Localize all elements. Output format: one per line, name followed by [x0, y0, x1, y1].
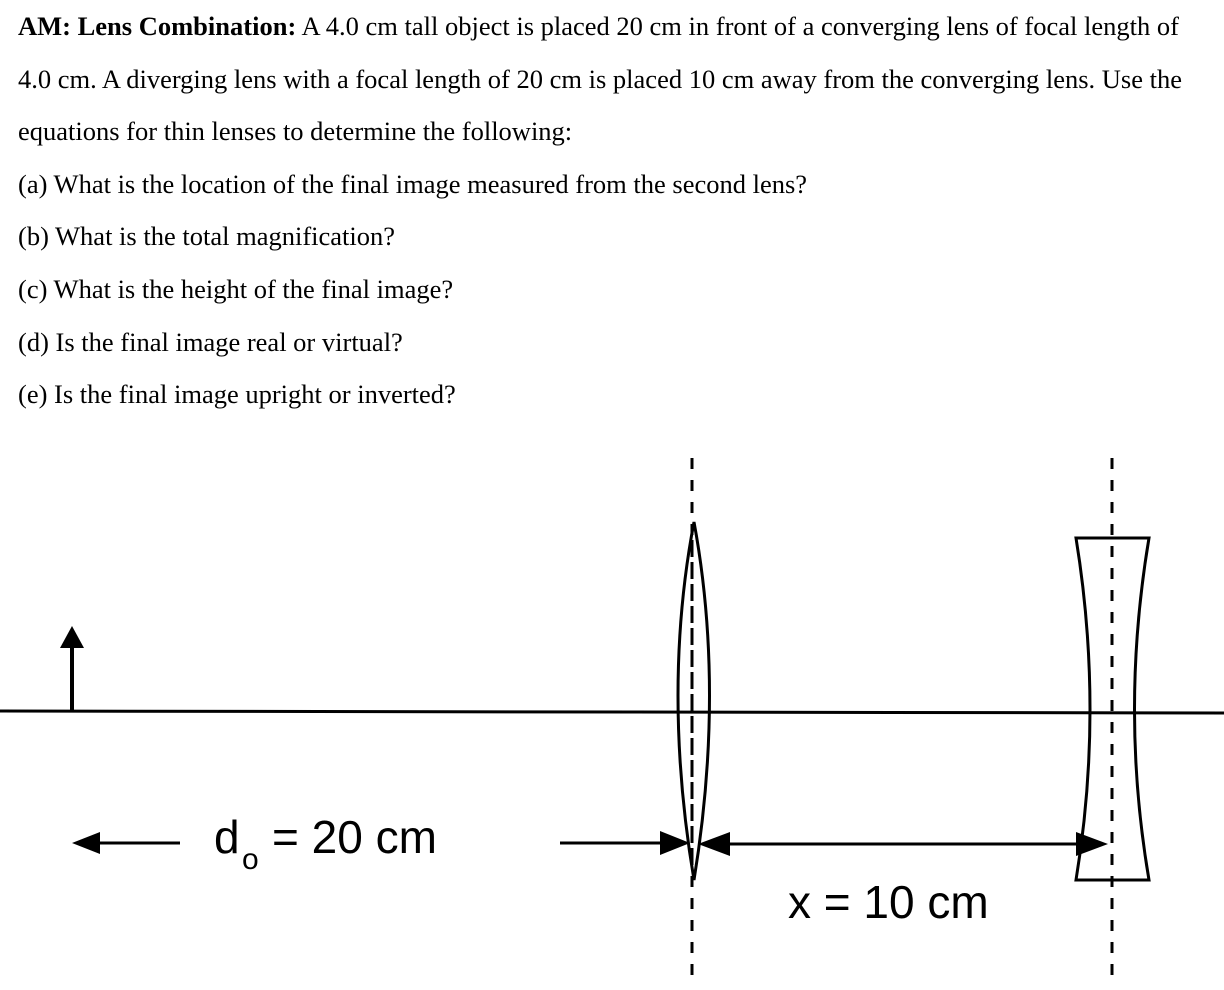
- question-d: (d) Is the final image real or virtual?: [18, 326, 403, 357]
- object-distance-right-arrowhead: [660, 831, 690, 855]
- question-e: (e) Is the final image upright or inverted?: [18, 379, 456, 410]
- object-distance-left-arrowhead: [72, 832, 100, 854]
- object-distance-symbol: d: [214, 811, 240, 863]
- question-b: (b) What is the total magnification?: [18, 221, 396, 252]
- object-arrow-head: [60, 626, 84, 648]
- object-distance-subscript: o: [242, 843, 259, 876]
- separation-label: x = 10 cm: [788, 876, 989, 928]
- separation-right-arrowhead: [1076, 832, 1108, 856]
- problem-heading: AM: Lens Combination:: [18, 11, 297, 41]
- optical-axis: [0, 711, 1224, 713]
- problem-statement-text: A 4.0 cm tall object is placed 20 cm in front of a converging lens of focal length of 4.0 cm. A diverging lens with a focal length of 20 cm is placed 10 cm away from the converging lens. Use the equations for thin lenses to determine the following:: [18, 11, 1183, 147]
- separation-left-arrowhead: [698, 832, 730, 856]
- question-a: (a) What is the location of the final image measured from the second lens?: [18, 168, 808, 199]
- object-distance-value: = 20 cm: [272, 811, 437, 863]
- converging-lens: [678, 522, 710, 880]
- question-c: (c) What is the height of the final image?: [18, 273, 454, 304]
